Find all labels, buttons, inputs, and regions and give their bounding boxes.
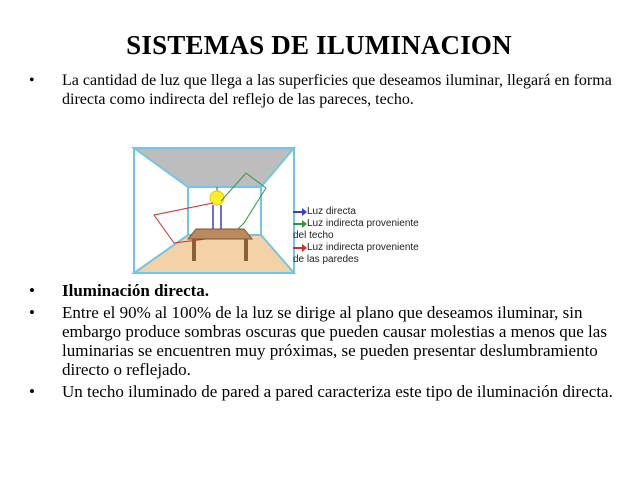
arrow-icon: [293, 211, 305, 213]
intro-text: La cantidad de luz que llega a las superficies que deseamos iluminar, llegará en forma directa como indirecta del reflejo de las pareces, techo.: [62, 72, 612, 108]
bullet-item: [24, 303, 614, 379]
intro-bullet: [24, 71, 614, 109]
bullet-marker: •: [29, 303, 35, 322]
legend-item-ceiling: [293, 218, 463, 230]
table-top: [188, 229, 252, 239]
slide-title: SISTEMAS DE ILUMINACION: [126, 30, 512, 60]
legend-item-direct: [293, 206, 463, 218]
bullet-marker: •: [29, 72, 35, 89]
bullet-text: Iluminación directa.: [62, 281, 210, 300]
floor-surface: [134, 235, 294, 273]
bullet-marker: •: [29, 382, 35, 401]
arrow-icon: [293, 247, 305, 249]
legend-label: Luz directa: [307, 206, 356, 217]
bullet-marker: •: [29, 281, 35, 300]
bullet-list: [24, 281, 614, 404]
legend-label: Luz indirecta proveniente: [307, 242, 419, 253]
legend-label-continued: de las paredes: [293, 254, 359, 265]
ceiling-surface: [134, 148, 294, 187]
bullet-text: Un techo iluminado de pared a pared caracteriza este tipo de iluminación directa.: [62, 382, 613, 401]
bullet-item: [24, 382, 614, 401]
diagram-legend: [293, 206, 463, 266]
intro-section: [24, 71, 614, 109]
legend-label-continued: del techo: [293, 230, 334, 241]
back-wall: [188, 187, 261, 235]
bullet-item: [24, 281, 614, 300]
arrow-icon: [293, 223, 305, 225]
legend-label: Luz indirecta proveniente: [307, 218, 419, 229]
legend-item-walls: [293, 242, 463, 254]
bullet-text: Entre el 90% al 100% de la luz se dirige al plano que deseamos iluminar, sin embargo produce sombras oscuras que pueden causar molestias a menos que las luminarias se encuentren muy próximas, se pueden presentar deslumbramiento directo o reflejado.: [62, 303, 607, 379]
